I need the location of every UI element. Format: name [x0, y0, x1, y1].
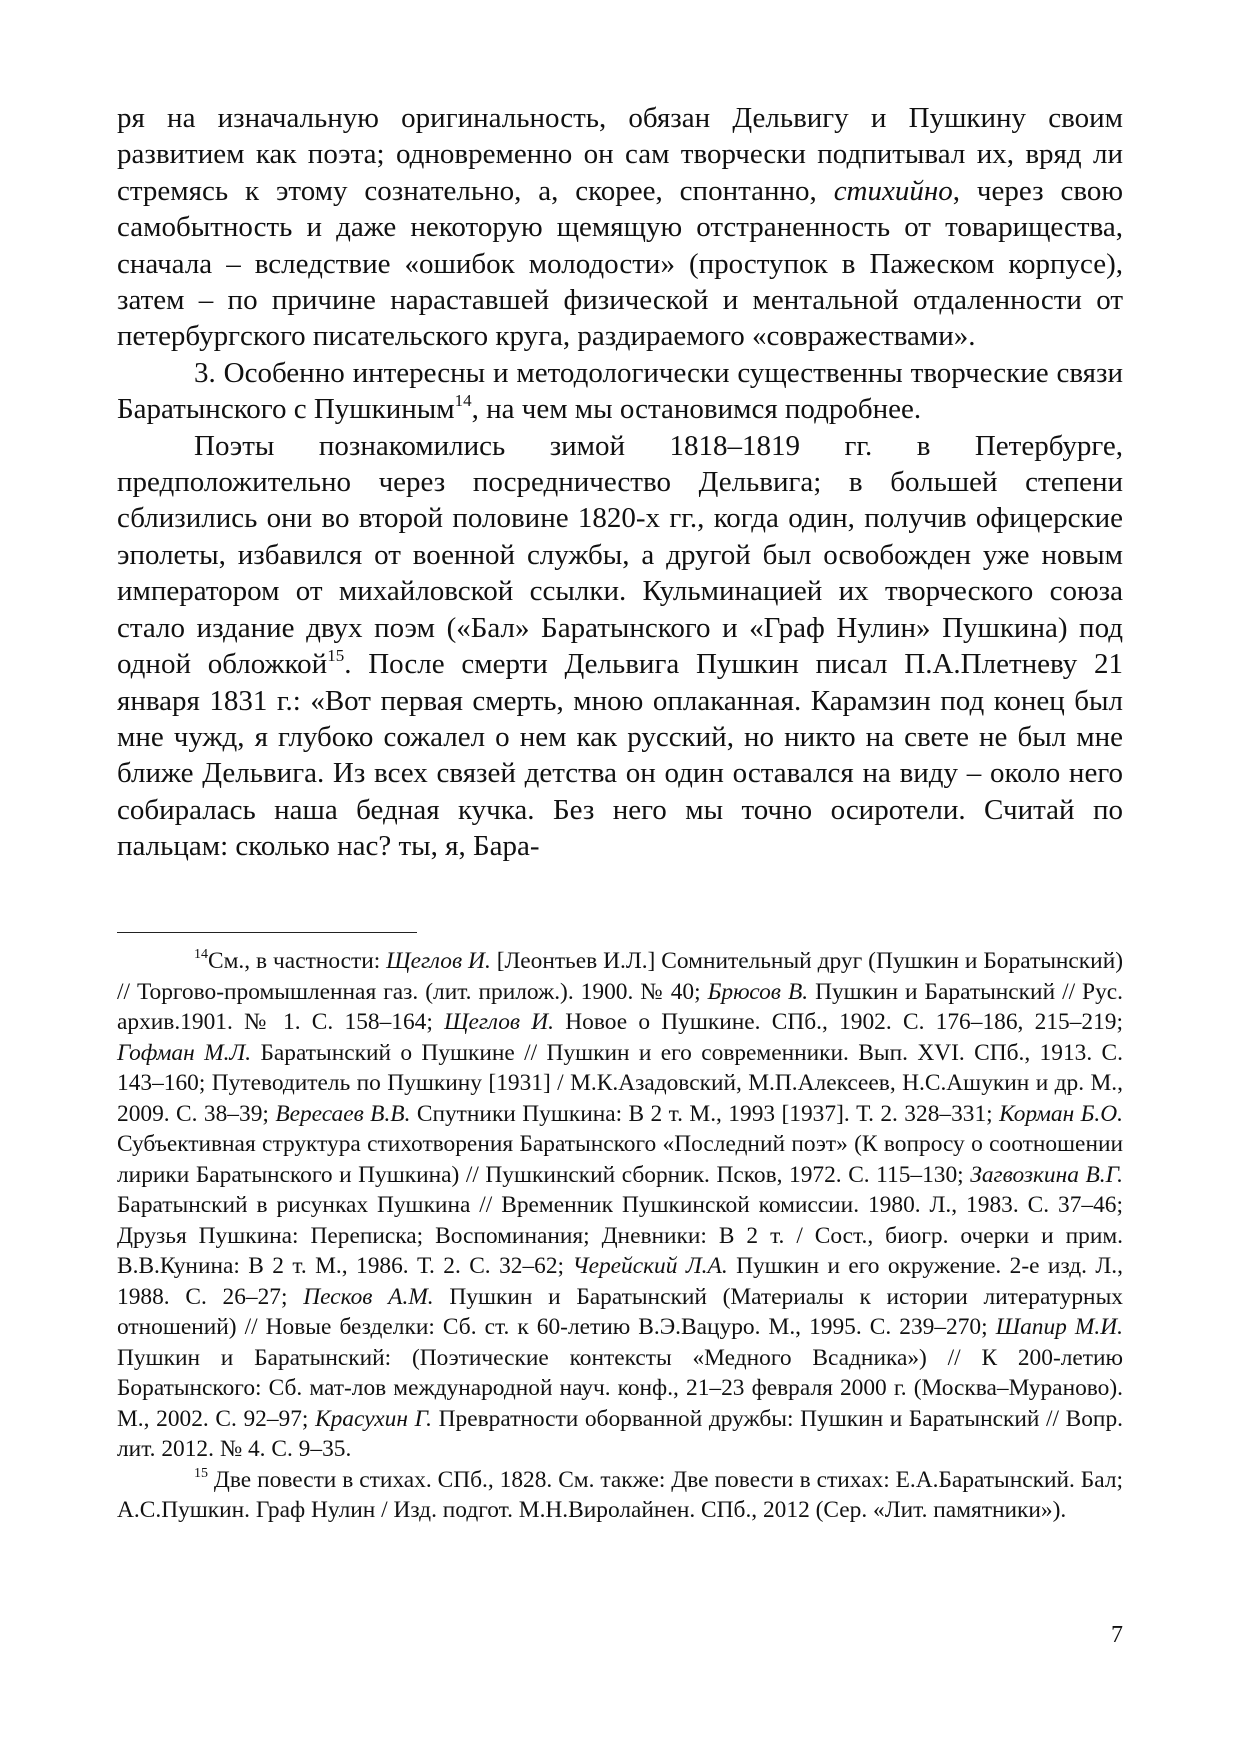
author-name: Щеглов И. — [444, 1009, 555, 1035]
author-name: Брюсов В. — [707, 978, 809, 1005]
page-number: 7 — [1111, 1622, 1123, 1648]
footnote-separator — [117, 932, 417, 933]
author-name: Щеглов И. — [386, 948, 491, 974]
footnote-number: 14 — [194, 947, 208, 962]
paragraph-acquaintance: Поэты познакомились зимой 1818–1819 гг. в Петербурге, предположительно через посредничество Дельвига; в большей степени сблизились они во второй половине 1820-х гг., когда один, получив офицерские эполеты, избавился от военной службы, а другой был освобожден уже новым императором от михайловской ссылки. Кульминацией их творческого союза стало издание двух поэм («Бал» Баратынского и «Граф Нулин» Пушкина) под одной обложкой$^{15}$. После смерти Дельвига Пушкин писал П.А.Плетневу 21 января 1831 г.: «Вот первая смерть, мною оплаканная. Карамзин под конец был мне чужд, я глубоко сожалел о нем как русский, но никто на свете не был мне ближе Дельвига. Из всех связей детства он один оставался на виду – около него собиралась наша бедная кучка. Без него мы точно осиротели. Считай по пальцам: сколько нас? ты, я, Бара- — [117, 429, 1123, 863]
footnotes — [117, 946, 1123, 1526]
paragraph-continued: ря на изначальную оригинальность, обязан Дельвигу и Пушкину своим развитием как поэта; одновременно он сам творчески подпитывал их, вряд ли стремясь к этому сознательно, а, скорее, спонтанно, стихийно, через свою самобытность и даже некоторую щемящую отстраненность от товарищества, сначала – вследствие «ошибок молодости» (проступок в Пажеском корпусе), затем – по причине нараставшей физической и ментальной отдаленности от петербургского писательского круга, раздираемого «совражествами». — [117, 102, 1123, 353]
paragraph-section-3: 3. Особенно интересны и методологически существенны творческие связи Баратынского с Пушкиным$^{14}$, на чем мы остановимся подробнее. — [117, 356, 1123, 426]
footnote-14: $^{14}$См., в частности: Щеглов И. [Леонтьев И.Л.] Сомнительный друг (Пушкин и Боратынский) // Торгово-промышленная газ. (лит. прилож.). 1900. № 40; Брюсов В. Пушкин и Баратынский // Рус. архив.1901. № 1. С. 158–164; Щеглов И. Новое о Пушкине. СПб., 1902. С. 176–186, 215–219; Гофман М.Л. Баратынский о Пушкине // Пушкин и его современники. Вып. XVI. СПб., 1913. С. 143–160; Путеводитель по Пушкину [1931] / М.К.Азадовский, М.П.Алексеев, Н.С.Ашукин и др. М., 2009. С. 38–39; Вересаев В.В. Спутники Пушкина: В 2 т. М., 1993 [1937]. Т. 2. 328–331; Корман Б.О. Субъективная структура стихотворения Баратынского «Последний поэт» (К вопросу о соотношении лирики Баратынского и Пушкина) // Пушкинский сборник. Псков, 1972. С. 115–130; Загвозкина В.Г. Баратынский в рисунках Пушкина // Временник Пушкинской комиссии. 1980. Л., 1983. С. 37–46; Друзья Пушкина: Переписка; Воспоминания; Дневники: В 2 т. / Сост., биогр. очерки и прим. В.В.Кунина: В 2 т. М., 1986. Т. 2. С. 32–62; Черейский Л.А. Пушкин и его окружение. 2-е изд. Л., 1988. С. 26–27; Песков А.М. Пушкин и Баратынский (Материалы к истории литературных отношений) // Новые безделки: Сб. ст. к 60-летию В.Э.Вацуро. М., 1995. С. 239–270; Шапир М.И. Пушкин и Баратынский: (Поэтические контексты «Медного Всадника») // К 200-летию Боратынского: Сб. мат-лов международной науч. конф., 21–23 февраля 2000 г. (Москва–Мураново). М., 2002. С. 92–97; Красухин Г. Превратности оборванной дружбы: Пушкин и Баратынский // Вопр. лит. 2012. № 4. С. 9–35. — [117, 947, 1124, 1462]
author-name: Гофман М.Л. — [117, 1039, 252, 1066]
footnote-15: $^{15}$ Две повести в стихах. СПб., 1828. См. также: Две повести в стихах: Е.А.Баратынский. Бал; А.С.Пушкин. Граф Нулин / Изд. подгот. М.Н.Виролайнен. СПб., 2012 (Сер. «Лит. памятники»). — [117, 1465, 1123, 1523]
footnote-ref-14[interactable]: 14 — [454, 391, 472, 411]
footnote-ref-15[interactable]: 15 — [327, 646, 345, 666]
author-name: Корман Б.О. — [999, 1100, 1123, 1127]
author-name: Черейский Л.А. — [572, 1253, 728, 1279]
author-name: Шапир М.И. — [995, 1314, 1123, 1340]
author-name: Вересаев В.В. — [275, 1100, 411, 1127]
author-name: Красухин Г. — [315, 1405, 432, 1432]
main-text — [117, 100, 1123, 865]
author-name: Загвозкина В.Г. — [970, 1161, 1124, 1188]
author-name: Песков А.М. — [303, 1283, 434, 1310]
emphasis-text: стихийно — [833, 174, 953, 207]
footnote-number: 15 — [194, 1465, 208, 1481]
